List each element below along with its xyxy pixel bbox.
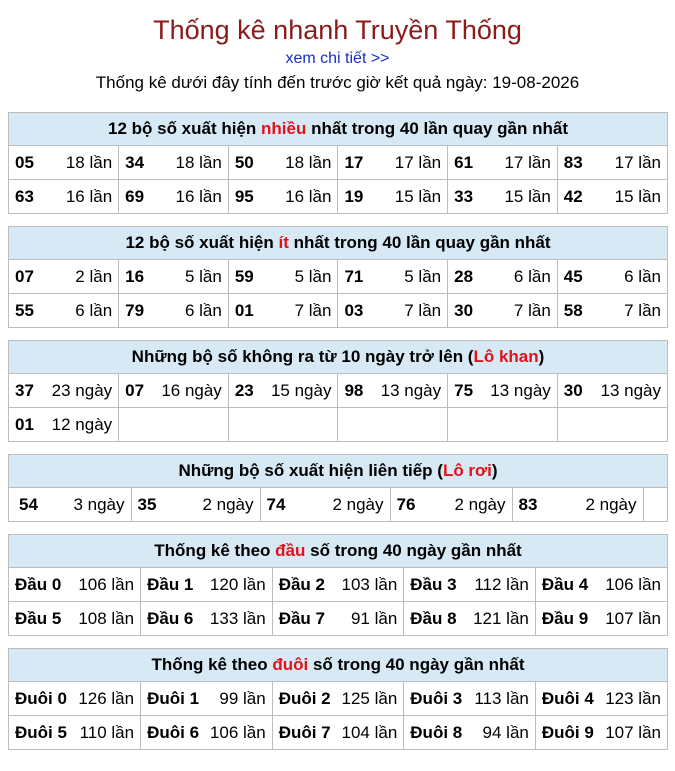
count: 126 lần bbox=[78, 688, 135, 708]
table-cell bbox=[9, 682, 141, 716]
count: 18 lần bbox=[285, 152, 332, 172]
section-header bbox=[9, 649, 667, 682]
tail-label: Đuôi 2 bbox=[278, 688, 331, 708]
count: 6 lần bbox=[184, 300, 222, 320]
table-cell bbox=[141, 602, 273, 636]
head-label: Đầu 1 bbox=[147, 574, 194, 594]
table-cell bbox=[9, 488, 131, 521]
number: 34 bbox=[125, 152, 145, 172]
count: 15 ngày bbox=[270, 380, 332, 400]
number: 17 bbox=[344, 152, 364, 172]
table-cell bbox=[448, 408, 558, 442]
count: 17 lần bbox=[614, 152, 661, 172]
table-cell bbox=[141, 568, 273, 602]
table-cell bbox=[338, 294, 448, 328]
count: 106 lần bbox=[605, 574, 661, 594]
table-cell bbox=[119, 374, 229, 408]
count: 125 lần bbox=[341, 688, 398, 708]
number: 54 bbox=[19, 494, 38, 514]
most-frequent-section bbox=[8, 112, 668, 214]
section-header bbox=[9, 341, 667, 374]
tail-label: Đuôi 5 bbox=[15, 722, 67, 742]
count: 15 lần bbox=[614, 186, 661, 206]
table-cell bbox=[557, 294, 667, 328]
number: 74 bbox=[266, 494, 286, 514]
table-cell bbox=[272, 682, 404, 716]
number: 95 bbox=[234, 186, 254, 206]
count: 7 lần bbox=[404, 300, 442, 320]
count: 6 lần bbox=[624, 266, 661, 286]
lo-roi-section bbox=[8, 454, 668, 522]
count: 13 ngày bbox=[490, 380, 551, 400]
header-text: Thống kê theo bbox=[154, 541, 276, 560]
table-row bbox=[9, 602, 667, 636]
section-header bbox=[9, 535, 667, 568]
count: 121 lần bbox=[473, 608, 529, 628]
number: 01 bbox=[15, 414, 34, 434]
number: 83 bbox=[518, 494, 538, 514]
tail-label: Đuôi 4 bbox=[541, 688, 594, 708]
header-text: Thống kê theo bbox=[151, 655, 273, 674]
header-text: ) bbox=[538, 347, 545, 366]
header-highlight: ít bbox=[278, 233, 289, 252]
count: 7 lần bbox=[294, 300, 332, 320]
number: 59 bbox=[234, 266, 254, 286]
table-cell bbox=[557, 374, 667, 408]
count: 106 lần bbox=[209, 722, 266, 742]
count: 15 lần bbox=[504, 186, 551, 206]
number: 79 bbox=[125, 300, 145, 320]
count: 13 ngày bbox=[600, 380, 661, 400]
header-text: 12 bộ số xuất hiện bbox=[125, 233, 279, 252]
table-cell bbox=[119, 260, 229, 294]
table-cell bbox=[228, 146, 338, 180]
count: 110 lần bbox=[79, 722, 135, 742]
count: 23 ngày bbox=[51, 380, 113, 400]
table-cell bbox=[119, 146, 229, 180]
count: 2 ngày bbox=[585, 494, 637, 514]
table-cell bbox=[512, 488, 643, 521]
count: 113 lần bbox=[474, 688, 529, 708]
table-cell bbox=[228, 260, 338, 294]
table-cell bbox=[9, 146, 119, 180]
head-label: Đầu 0 bbox=[15, 574, 62, 594]
number: 45 bbox=[563, 266, 583, 286]
table-row bbox=[9, 568, 667, 602]
header-text: số trong 40 ngày gần nhất bbox=[308, 655, 525, 674]
tail-label: Đuôi 8 bbox=[410, 722, 463, 742]
header-highlight: đầu bbox=[275, 541, 306, 560]
count: 5 lần bbox=[184, 266, 222, 286]
number: 42 bbox=[563, 186, 583, 206]
header-text: ) bbox=[491, 461, 498, 480]
table-cell bbox=[272, 568, 404, 602]
count: 94 lần bbox=[482, 722, 529, 742]
table-cell bbox=[119, 408, 229, 442]
least-frequent-table bbox=[9, 260, 667, 327]
count: 99 lần bbox=[219, 688, 266, 708]
table-row bbox=[9, 146, 667, 180]
table-cell bbox=[338, 180, 448, 214]
lo-khan-section bbox=[8, 340, 668, 442]
head-label: Đầu 9 bbox=[541, 608, 589, 628]
count: 16 lần bbox=[285, 186, 332, 206]
table-cell bbox=[448, 260, 558, 294]
header-highlight: đuôi bbox=[272, 655, 309, 674]
tail-label: Đuôi 9 bbox=[541, 722, 594, 742]
table-cell bbox=[448, 180, 558, 214]
number: 75 bbox=[454, 380, 474, 400]
number: 71 bbox=[344, 266, 364, 286]
header-text: số trong 40 ngày gần nhất bbox=[305, 541, 522, 560]
number: 05 bbox=[15, 152, 34, 172]
number: 16 bbox=[125, 266, 145, 286]
header-text: nhất trong 40 lần quay gần nhất bbox=[288, 233, 551, 252]
count: 7 lần bbox=[624, 300, 661, 320]
section-header bbox=[9, 113, 667, 146]
view-detail-link[interactable]: xem chi tiết >> bbox=[285, 50, 390, 67]
table-cell bbox=[338, 374, 448, 408]
count: 123 lần bbox=[605, 688, 661, 708]
number: 63 bbox=[15, 186, 34, 206]
count: 106 lần bbox=[78, 574, 135, 594]
number: 23 bbox=[234, 380, 254, 400]
tail-label: Đuôi 6 bbox=[147, 722, 200, 742]
table-cell bbox=[338, 146, 448, 180]
number: 76 bbox=[396, 494, 416, 514]
lo-roi-table bbox=[9, 488, 667, 521]
count: 91 lần bbox=[350, 608, 398, 628]
least-frequent-section bbox=[8, 226, 668, 328]
count: 103 lần bbox=[341, 574, 398, 594]
number: 01 bbox=[234, 300, 254, 320]
table-cell bbox=[272, 602, 404, 636]
table-cell bbox=[557, 180, 667, 214]
lo-khan-table bbox=[9, 374, 667, 441]
table-cell bbox=[557, 146, 667, 180]
table-row bbox=[9, 374, 667, 408]
head-label: Đầu 7 bbox=[278, 608, 325, 628]
head-label: Đầu 6 bbox=[147, 608, 194, 628]
tail-label: Đuôi 0 bbox=[15, 688, 67, 708]
table-cell bbox=[9, 180, 119, 214]
tail-label: Đuôi 3 bbox=[410, 688, 463, 708]
section-header bbox=[9, 227, 667, 260]
count: 7 lần bbox=[513, 300, 551, 320]
table-cell bbox=[9, 374, 119, 408]
table-cell bbox=[404, 602, 536, 636]
count: 16 lần bbox=[65, 186, 113, 206]
count: 108 lần bbox=[78, 608, 135, 628]
table-cell bbox=[228, 374, 338, 408]
table-cell bbox=[404, 568, 536, 602]
header-text: Những bộ số không ra từ 10 ngày trở lên ( bbox=[131, 347, 474, 366]
count: 107 lần bbox=[605, 722, 661, 742]
table-cell bbox=[131, 488, 260, 521]
section-header bbox=[9, 455, 667, 488]
table-cell bbox=[272, 716, 404, 750]
duoi-stats-section bbox=[8, 648, 668, 750]
table-cell bbox=[404, 682, 536, 716]
table-cell bbox=[557, 260, 667, 294]
table-cell bbox=[535, 568, 667, 602]
table-cell bbox=[535, 602, 667, 636]
number: 50 bbox=[234, 152, 254, 172]
table-cell bbox=[535, 682, 667, 716]
table-cell bbox=[9, 294, 119, 328]
table-cell bbox=[228, 294, 338, 328]
number: 30 bbox=[454, 300, 474, 320]
duoi-stats-table bbox=[9, 682, 667, 749]
head-label: Đầu 3 bbox=[410, 574, 457, 594]
count: 17 lần bbox=[394, 152, 442, 172]
count: 3 ngày bbox=[73, 494, 125, 514]
table-cell bbox=[119, 294, 229, 328]
dau-stats-section bbox=[8, 534, 668, 636]
count: 15 lần bbox=[394, 186, 442, 206]
table-cell bbox=[338, 260, 448, 294]
table-row bbox=[9, 408, 667, 442]
number: 83 bbox=[563, 152, 583, 172]
table-cell bbox=[9, 568, 141, 602]
count: 107 lần bbox=[605, 608, 661, 628]
table-row bbox=[9, 488, 667, 521]
table-row bbox=[9, 682, 667, 716]
tail-label: Đuôi 1 bbox=[147, 688, 200, 708]
number: 07 bbox=[15, 266, 34, 286]
number: 98 bbox=[344, 380, 364, 400]
count: 112 lần bbox=[474, 574, 529, 594]
table-cell bbox=[141, 682, 273, 716]
number: 35 bbox=[137, 494, 157, 514]
head-label: Đầu 2 bbox=[278, 574, 325, 594]
table-row bbox=[9, 716, 667, 750]
count: 120 lần bbox=[209, 574, 266, 594]
count: 2 ngày bbox=[332, 494, 384, 514]
table-cell bbox=[535, 716, 667, 750]
number: 30 bbox=[563, 380, 583, 400]
count: 16 ngày bbox=[161, 380, 222, 400]
table-cell bbox=[9, 716, 141, 750]
header-text: 12 bộ số xuất hiện bbox=[107, 119, 262, 138]
page-title: Thống kê nhanh Truyền Thống bbox=[153, 15, 522, 45]
header-highlight: Lô rơi bbox=[442, 461, 492, 480]
count: 133 lần bbox=[209, 608, 266, 628]
header-text: nhất trong 40 lần quay gần nhất bbox=[306, 119, 569, 138]
number: 37 bbox=[15, 380, 34, 400]
table-cell bbox=[260, 488, 390, 521]
table-cell bbox=[9, 260, 119, 294]
number: 28 bbox=[454, 266, 474, 286]
table-row bbox=[9, 260, 667, 294]
number: 07 bbox=[125, 380, 145, 400]
count: 5 lần bbox=[294, 266, 332, 286]
header-highlight: Lô khan bbox=[473, 347, 539, 366]
table-row bbox=[9, 294, 667, 328]
dau-stats-table bbox=[9, 568, 667, 635]
count: 13 ngày bbox=[380, 380, 442, 400]
page-subtitle: Thống kê dưới đây tính đến trước giờ kết quả ngày: 19-08-2026 bbox=[95, 73, 580, 92]
count: 6 lần bbox=[513, 266, 551, 286]
count: 6 lần bbox=[75, 300, 113, 320]
number: 33 bbox=[454, 186, 474, 206]
count: 2 ngày bbox=[202, 494, 254, 514]
table-row bbox=[9, 180, 667, 214]
table-cell bbox=[9, 408, 119, 442]
number: 61 bbox=[454, 152, 474, 172]
count: 5 lần bbox=[404, 266, 442, 286]
table-cell bbox=[228, 408, 338, 442]
table-cell bbox=[119, 180, 229, 214]
header-text: Những bộ số xuất hiện liên tiếp ( bbox=[178, 461, 443, 480]
tail-label: Đuôi 7 bbox=[278, 722, 331, 742]
count: 2 lần bbox=[75, 266, 113, 286]
number: 19 bbox=[344, 186, 364, 206]
number: 55 bbox=[15, 300, 34, 320]
count: 17 lần bbox=[504, 152, 551, 172]
count: 12 ngày bbox=[51, 414, 113, 434]
head-label: Đầu 8 bbox=[410, 608, 457, 628]
count: 18 lần bbox=[65, 152, 113, 172]
table-cell bbox=[643, 488, 667, 521]
table-cell bbox=[9, 602, 141, 636]
table-cell bbox=[228, 180, 338, 214]
count: 18 lần bbox=[175, 152, 222, 172]
table-cell bbox=[390, 488, 512, 521]
head-label: Đầu 4 bbox=[541, 574, 589, 594]
number: 03 bbox=[344, 300, 364, 320]
header-highlight: nhiều bbox=[261, 119, 307, 138]
count: 16 lần bbox=[175, 186, 222, 206]
table-cell bbox=[404, 716, 536, 750]
number: 58 bbox=[563, 300, 583, 320]
table-cell bbox=[448, 374, 558, 408]
number: 69 bbox=[125, 186, 145, 206]
count: 2 ngày bbox=[454, 494, 506, 514]
table-cell bbox=[338, 408, 448, 442]
table-cell bbox=[557, 408, 667, 442]
table-cell bbox=[448, 146, 558, 180]
count: 104 lần bbox=[341, 722, 398, 742]
table-cell bbox=[448, 294, 558, 328]
most-frequent-table bbox=[9, 146, 667, 213]
table-cell bbox=[141, 716, 273, 750]
head-label: Đầu 5 bbox=[15, 608, 62, 628]
